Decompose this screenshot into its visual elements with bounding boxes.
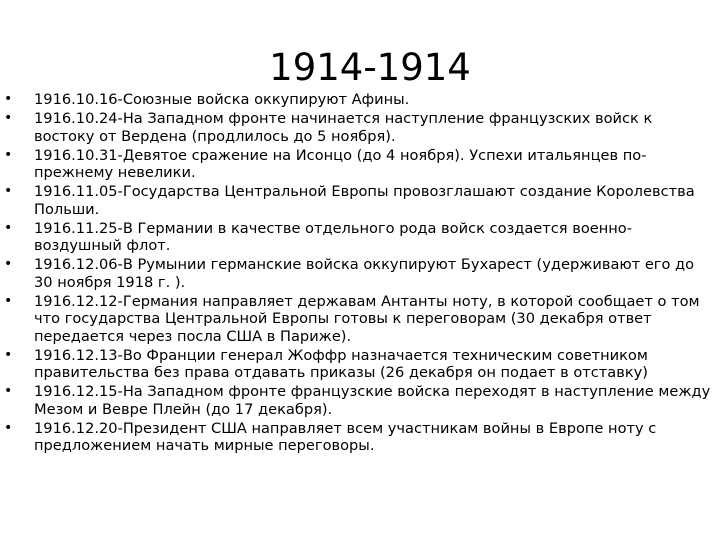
list-item xyxy=(0,420,720,455)
bullet-icon: • xyxy=(4,346,13,363)
list-item-text: 1916.12.13-Во Франции генерал Жоффр назначается техническим советником правительства без права отдавать приказы (26 декабря он подает в отставку) xyxy=(34,346,648,381)
bullet-icon: • xyxy=(4,146,13,163)
bullet-icon: • xyxy=(4,91,13,107)
bullet-icon: • xyxy=(4,419,13,436)
list-item xyxy=(0,91,720,109)
bullet-icon: • xyxy=(4,256,13,272)
list-item xyxy=(0,347,720,382)
list-item-text: 1916.12.15-На Западном фронте французские войска переходят в наступление между Мезом и Вевре Плейн (до 17 декабря). xyxy=(34,383,711,418)
list-item-text: 1916.12.12-Германия направляет державам Антанты ноту, в которой сообщает о том что государства Центральной Европы готовы к переговорам (30 декабря ответ передается через посла США в Париже). xyxy=(34,292,700,345)
slide-title: 1914-1914 xyxy=(269,46,471,89)
bullet-icon: • xyxy=(4,219,13,236)
list-item xyxy=(0,256,720,291)
list-item-text: 1916.11.25-В Германии в качестве отдельного рода войск создается военно-воздушный флот. xyxy=(34,219,633,254)
bullet-icon: • xyxy=(4,292,13,309)
list-item-text: 1916.11.05-Государства Центральной Европы провозглашают создание Королевства Польши. xyxy=(34,183,695,218)
list-item-text: 1916.10.31-Девятое сражение на Исонцо (до 4 ноября). Успехи итальянцев по-прежнему невелики. xyxy=(34,146,647,181)
list-item xyxy=(0,183,720,218)
list-item-text: 1916.10.24-На Западном фронте начинается наступление французских войск к востоку от Вердена (продлилось до 5 ноября). xyxy=(34,110,653,145)
bullet-icon: • xyxy=(4,383,13,399)
bullet-icon: • xyxy=(4,110,13,126)
bullet-icon: • xyxy=(4,183,13,199)
list-item-text: 1916.12.20-Президент США направляет всем участникам войны в Европе ноту с предложением начать мирные переговоры. xyxy=(34,419,657,454)
list-item xyxy=(0,220,720,255)
list-item xyxy=(0,383,720,418)
list-item-text: 1916.10.16-Союзные войска оккупируют Афины. xyxy=(34,91,410,108)
bullet-list xyxy=(0,91,720,456)
list-item-text: 1916.12.06-В Румынии германские войска оккупируют Бухарест (удерживают его до 30 ноября 1918 г. ). xyxy=(34,256,695,291)
list-item xyxy=(0,110,720,145)
list-item xyxy=(0,293,720,346)
list-item xyxy=(0,147,720,182)
